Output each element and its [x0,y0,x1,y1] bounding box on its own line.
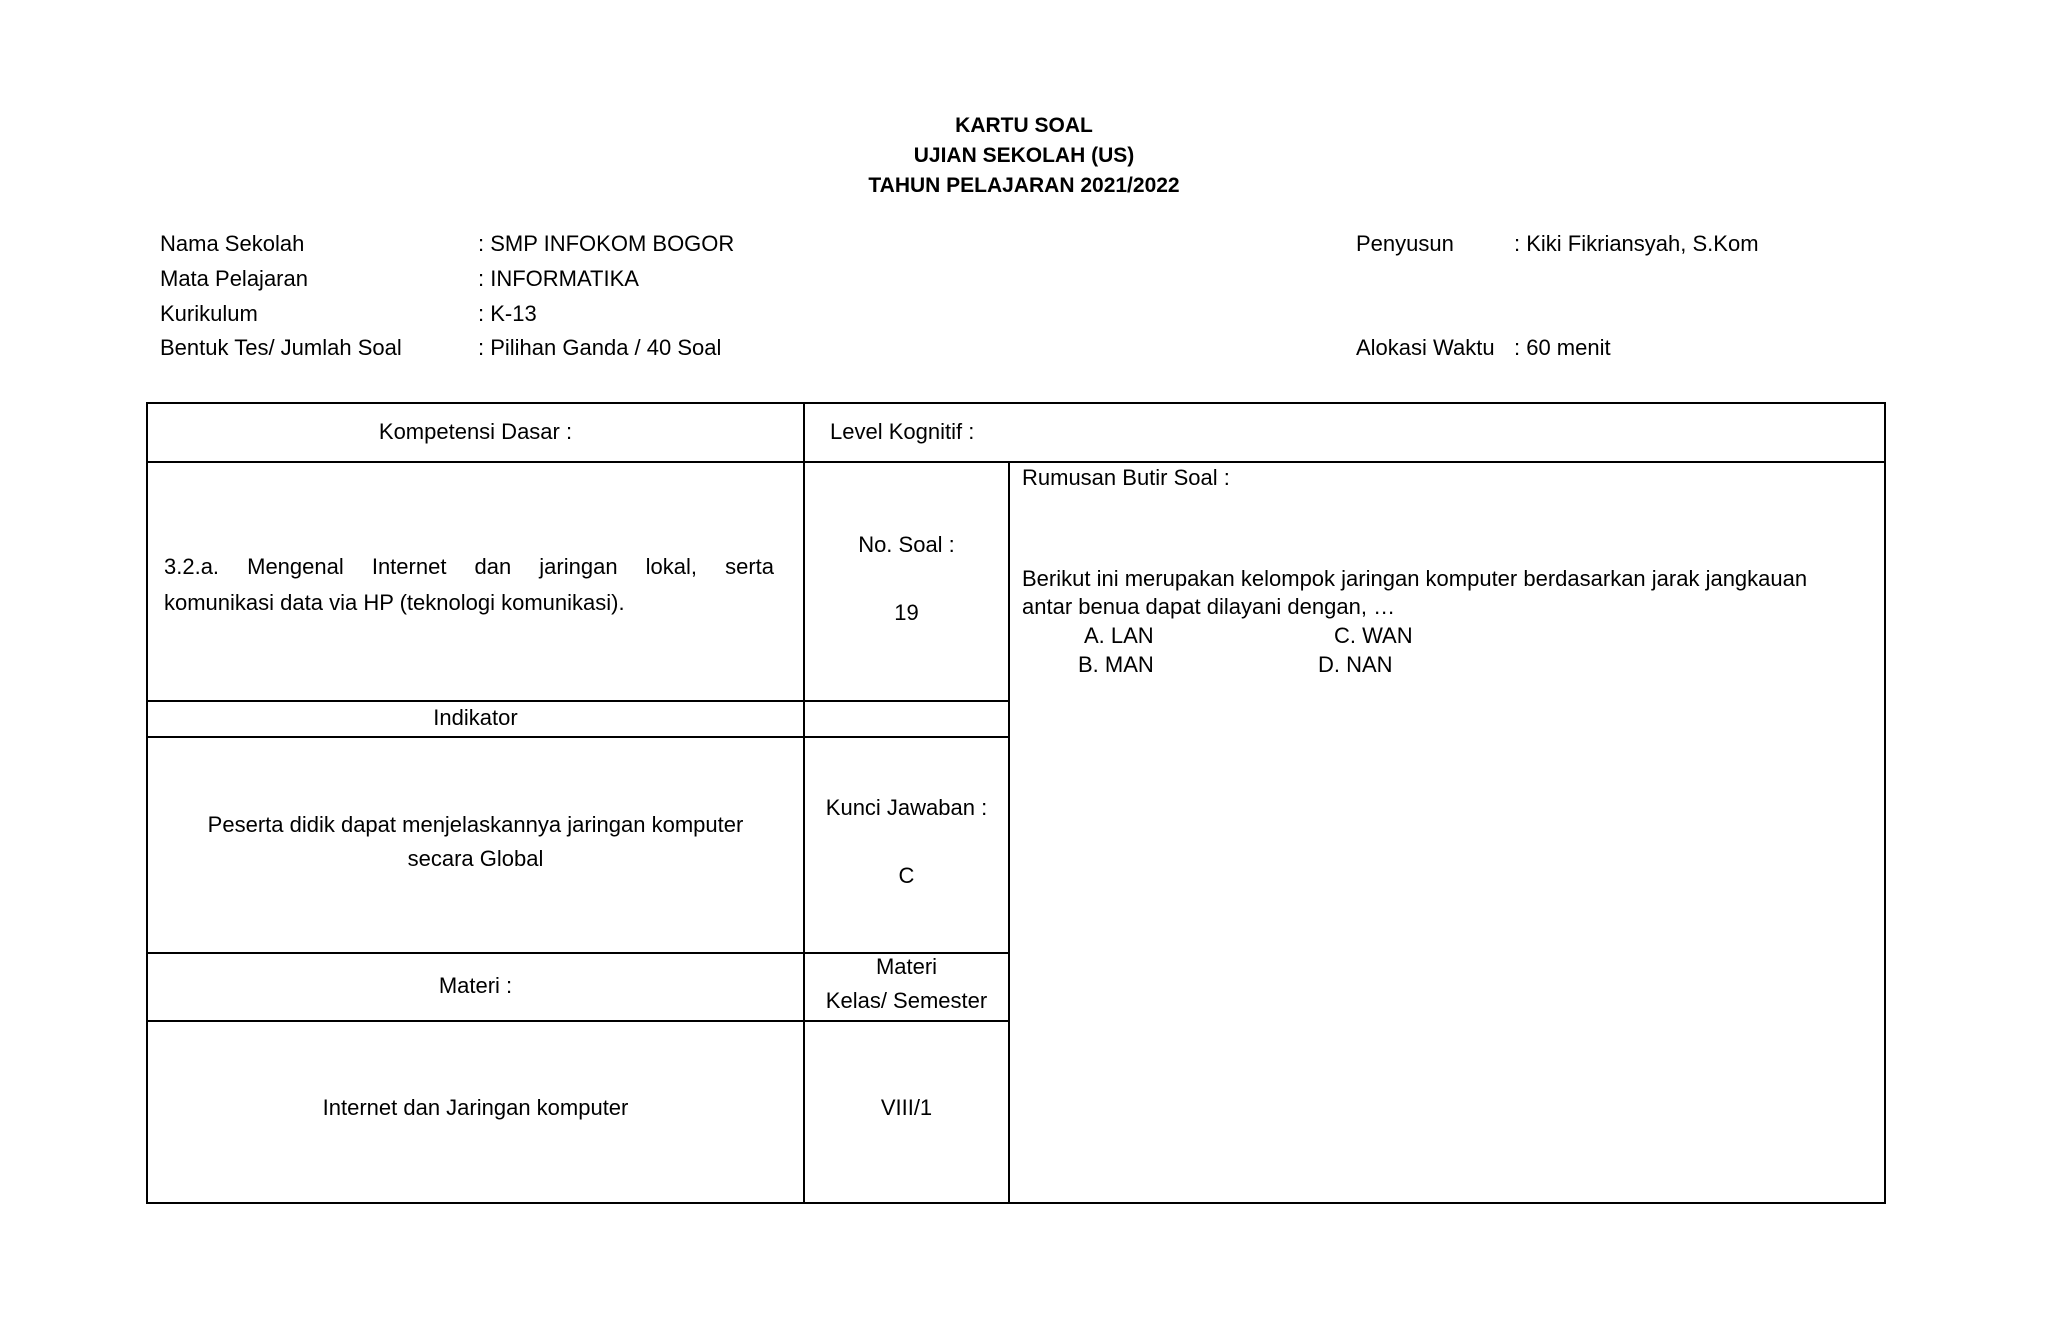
column-divider [1008,461,1010,1202]
materi-label: Materi : [438,973,513,998]
rumusan-label: Rumusan Butir Soal : [1022,465,1230,490]
option-a: A. LAN [1084,623,1154,648]
question-line-1: Berikut ini merupakan kelompok jaringan komputer berdasarkan jarak jangkauan [1022,566,1808,591]
title-line-2: UJIAN SEKOLAH (US) [913,144,1135,167]
option-b: B. MAN [1078,652,1154,677]
subject-value: : INFORMATIKA [478,266,639,291]
row-divider [148,736,1008,738]
author-label: Penyusun [1356,231,1454,256]
school-value: : SMP INFOKOM BOGOR [478,231,735,256]
test-form-value: : Pilihan Ganda / 40 Soal [478,335,722,360]
title-line-3: TAHUN PELAJARAN 2021/2022 [868,174,1180,197]
kunci-label: Kunci Jawaban : [825,795,988,820]
curriculum-value: : K-13 [478,301,537,326]
option-d: D. NAN [1318,652,1393,677]
author-value: : Kiki Fikriansyah, S.Kom [1514,231,1759,256]
kd-label: Kompetensi Dasar : [378,419,573,444]
row-divider [148,700,1008,702]
kelas-label: Kelas/ Semester [825,988,988,1013]
question-card [146,402,1886,1204]
kd-text [164,549,774,621]
indikator-text-line-2: secara Global [407,846,544,871]
row-divider [148,1020,1008,1022]
kelas-value: VIII/1 [880,1095,933,1120]
level-label: Level Kognitif : [830,419,975,444]
indikator-label: Indikator [433,705,518,730]
option-c: C. WAN [1334,623,1413,648]
kunci-value: C [898,863,915,888]
materi-text: Internet dan Jaringan komputer [322,1095,629,1120]
no-soal-value: 19 [894,600,919,625]
kd-text-line-1: 3.2.a. Mengenal Internet dan jaringan lokal, serta [164,554,774,579]
title-line-1: KARTU SOAL [955,114,1093,137]
no-soal-label: No. Soal : [858,532,955,557]
school-label: Nama Sekolah [160,231,305,256]
time-value: : 60 menit [1514,335,1611,360]
curriculum-label: Kurikulum [160,301,258,326]
question-line-2: antar benua dapat dilayani dengan, … [1022,594,1396,619]
kd-text-line-2: komunikasi data via HP (teknologi komunikasi). [164,590,625,615]
test-form-label: Bentuk Tes/ Jumlah Soal [160,335,402,360]
materi-col-label: Materi [875,954,938,979]
time-label: Alokasi Waktu [1356,335,1495,360]
row-divider [148,461,1884,463]
subject-label: Mata Pelajaran [160,266,308,291]
indikator-text-line-1: Peserta didik dapat menjelaskannya jaringan komputer [207,812,744,837]
